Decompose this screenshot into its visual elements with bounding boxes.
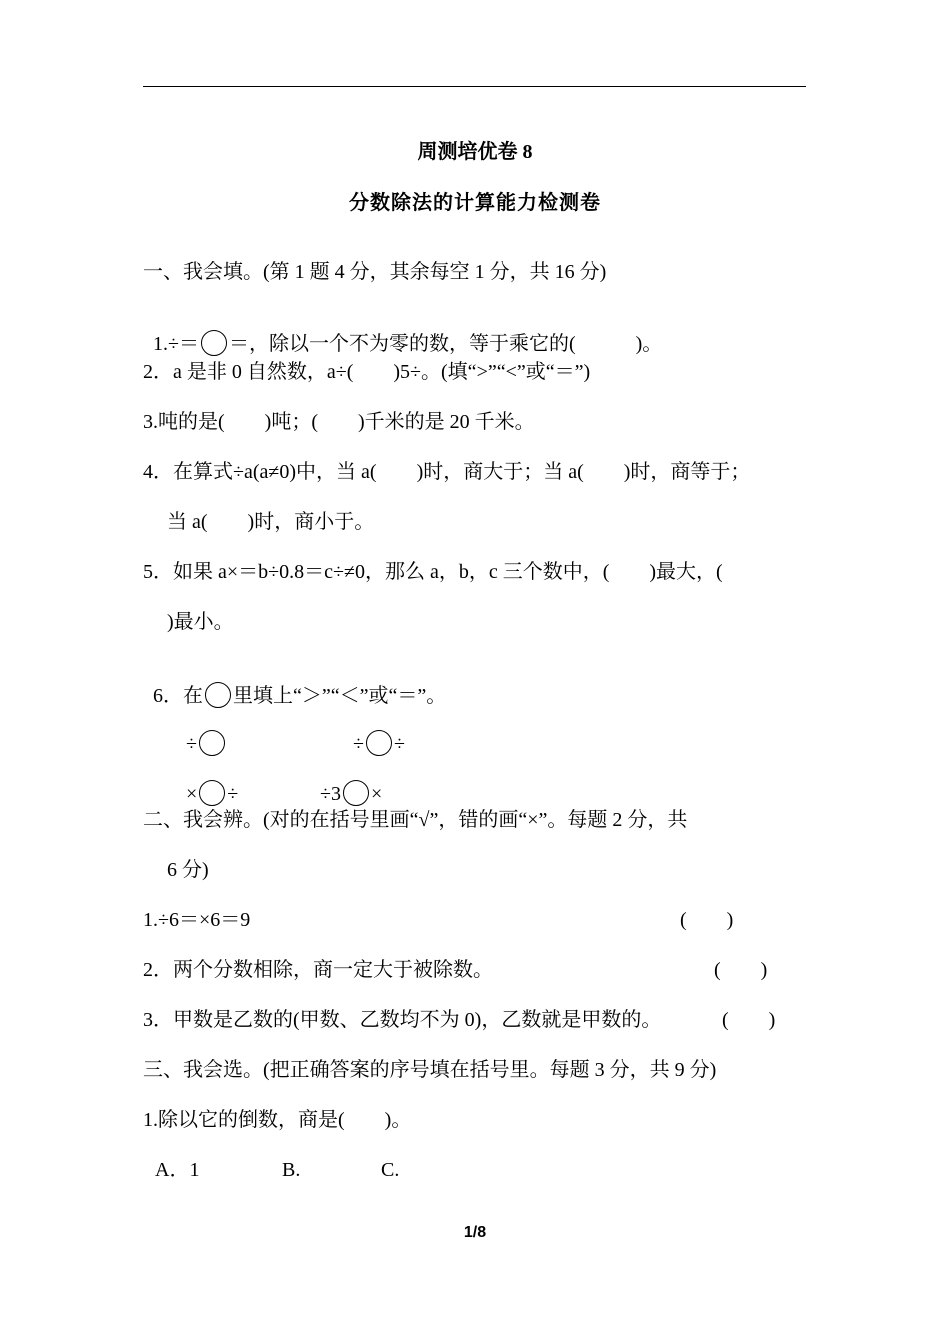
q1-suffix: ＝，除以一个不为零的数，等于乘它的( )。 [228,333,663,355]
section2-heading-line2: 6 分) [167,859,209,881]
compare-left: ÷3 [320,783,341,805]
question-1-5-line2: )最小。 [167,611,234,633]
option-b[interactable]: B. [282,1159,301,1181]
option-a[interactable]: A．1 [155,1159,200,1181]
option-c[interactable]: C. [381,1159,400,1181]
question-1-1 [143,302,662,358]
choice-question-1: 1.除以它的倒数，商是( )。 [143,1109,412,1131]
section1-heading: 一、我会填。(第 1 题 4 分，其余每空 1 分，共 16 分) [143,261,607,283]
section2-heading-line1: 二、我会辨。(对的在括号里画“√”，错的画“×”。每题 2 分，共 [143,809,688,831]
compare-right: × [370,783,383,805]
question-1-5-line1: 5．如果 a×＝b÷0.8＝c÷≠0，那么 a，b，c 三个数中，( )最大，( [143,561,723,583]
compare-left: × [186,783,198,805]
answer-paren[interactable]: ( ) [714,959,768,981]
section3-heading: 三、我会选。(把正确答案的序号填在括号里。每题 3 分，共 9 分) [143,1059,717,1081]
compare-item-4 [310,752,382,808]
compare-item-1 [176,702,227,758]
q1-prefix: 1.÷＝ [153,333,199,355]
page-number: 1/8 [463,1224,487,1241]
blank-circle[interactable] [201,330,227,356]
question-1-3: 3.吨的是( )吨；( )千米的是 20 千米。 [143,411,535,433]
judge-item-1: 1.÷6＝×6＝9 [143,909,251,931]
question-1-4-line2: 当 a( )时，商小于。 [167,511,375,533]
compare-item-3 [176,752,238,808]
header-rule [143,86,806,87]
q6-prefix: 6．在 [153,685,203,707]
question-1-4-line1: 4．在算式÷a(a≠0)中，当 a( )时，商大于；当 a( )时，商等于； [143,461,751,483]
compare-right: ÷ [227,783,239,805]
compare-item-2 [343,702,405,758]
compare-circle[interactable] [199,780,225,806]
compare-left: ÷ [186,733,197,755]
compare-left: ÷ [353,733,364,755]
q6-suffix: 里填上“＞”“＜”或“＝”。 [233,685,447,707]
judge-item-3: 3．甲数是乙数的(甲数、乙数均不为 0)，乙数就是甲数的。 [143,1009,662,1031]
judge-item-2: 2．两个分数相除，商一定大于被除数。 [143,959,493,981]
compare-right: ÷ [393,733,405,755]
page-subtitle: 分数除法的计算能力检测卷 [349,192,601,214]
answer-paren[interactable]: ( ) [722,1009,776,1031]
page-title: 周测培优卷 8 [417,141,533,163]
compare-circle[interactable] [343,780,369,806]
question-1-2: 2．a 是非 0 自然数，a÷( )5÷。(填“>”“<”或“＝”) [143,361,591,383]
answer-paren[interactable]: ( ) [680,909,734,931]
